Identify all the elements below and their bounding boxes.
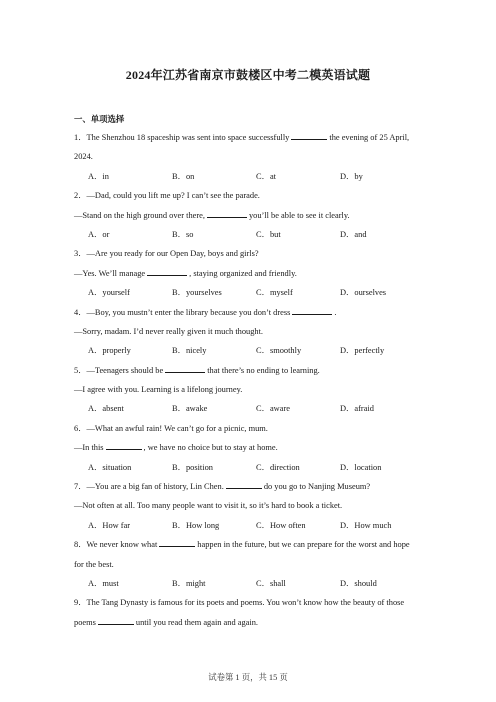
option-b[interactable]: B．How long [172, 520, 220, 530]
question-1-options [74, 167, 424, 186]
question-8-stem [74, 535, 424, 554]
option-b[interactable]: B．so [172, 229, 194, 239]
answer-blank [98, 616, 134, 625]
question-2-options [74, 225, 424, 244]
option-d[interactable]: D．by [340, 171, 363, 181]
option-b[interactable]: B．nicely [172, 346, 207, 356]
question-4-stem [74, 303, 424, 322]
answer-blank [165, 364, 205, 373]
question-5-options [74, 399, 424, 418]
stem-text: . [334, 307, 337, 317]
question-9-stem-cont [74, 613, 424, 632]
stem-text: until you read them again and again. [135, 617, 258, 627]
option-c[interactable]: C．aware [256, 404, 290, 414]
stem-text: you’ll be able to see it clearly. [248, 210, 350, 220]
option-c[interactable]: C．at [256, 171, 277, 181]
question-list [74, 128, 424, 632]
option-d[interactable]: D．should [340, 578, 377, 588]
stem-text: , staying organized and friendly. [189, 268, 297, 278]
stem-text: 1．The Shenzhou 18 spaceship was sent into space successfully [74, 133, 290, 142]
question-1-stem [74, 128, 424, 147]
question-5-reply: —I agree with you. Learning is a lifelong journey. [74, 385, 243, 395]
question-2-stem: 2．—Dad, could you lift me up? I can’t see the parade. [74, 191, 260, 201]
answer-blank [106, 441, 142, 450]
option-b[interactable]: B．position [172, 462, 213, 472]
option-a[interactable]: A．properly [88, 346, 131, 356]
question-3-stem: 3．—Are you ready for our Open Day, boys and girls? [74, 249, 259, 259]
page-title: 2024年江苏省南京市鼓楼区中考二模英语试题 [125, 68, 371, 82]
question-7-reply: —Not often at all. Too many people want to visit it, so it’s hard to book a ticket. [74, 501, 343, 511]
question-8-options [74, 574, 424, 593]
option-d[interactable]: D．How much [340, 520, 392, 530]
option-b[interactable]: B．might [172, 578, 206, 588]
stem-text: do you go to Nanjing Museum? [263, 482, 371, 492]
option-d[interactable]: D．and [340, 229, 367, 239]
option-b[interactable]: B．yourselves [172, 288, 222, 298]
question-1-stem-cont: 2024. [74, 152, 93, 162]
question-2-reply [74, 206, 424, 225]
option-c[interactable]: C．shall [256, 578, 286, 588]
answer-blank [147, 267, 187, 276]
question-5-stem [74, 361, 424, 380]
question-8-stem-cont: for the best. [74, 559, 114, 569]
option-b[interactable]: B．awake [172, 404, 208, 414]
answer-blank [159, 538, 195, 547]
option-c[interactable]: C．myself [256, 288, 293, 298]
question-6-reply [74, 438, 424, 457]
option-d[interactable]: D．ourselves [340, 288, 387, 298]
option-c[interactable]: C．direction [256, 462, 300, 472]
option-c[interactable]: C．but [256, 229, 281, 239]
option-c[interactable]: C．How often [256, 520, 306, 530]
option-a[interactable]: A．or [88, 229, 110, 239]
stem-text: , we have no choice but to stay at home. [143, 443, 278, 453]
question-6-options [74, 458, 424, 477]
page-footer: 试卷第 1 页，共 15 页 [208, 673, 288, 682]
question-7-options [74, 516, 424, 535]
option-d[interactable]: D．perfectly [340, 346, 385, 356]
stem-text: 8．We never know what [74, 540, 158, 550]
stem-text: —In this [74, 443, 104, 453]
option-a[interactable]: A．absent [88, 404, 124, 414]
option-d[interactable]: D．location [340, 462, 382, 472]
stem-text: happen in the future, but we can prepare for the worst and hope [197, 540, 410, 550]
stem-text: 5．—Teenagers should be [74, 365, 164, 375]
option-a[interactable]: A．yourself [88, 288, 130, 298]
answer-blank [207, 209, 247, 218]
stem-text: the evening of 25 April, [329, 133, 410, 142]
stem-text: —Stand on the high ground over there, [74, 210, 205, 220]
section-heading: 一、单项选择 [74, 115, 125, 124]
option-c[interactable]: C．smoothly [256, 346, 302, 356]
answer-blank [226, 480, 262, 489]
answer-blank [292, 306, 332, 315]
stem-text: poems [74, 617, 96, 627]
stem-text: that there’s no ending to learning. [207, 365, 320, 375]
option-b[interactable]: B．on [172, 171, 195, 181]
option-a[interactable]: A．situation [88, 462, 132, 472]
question-9-stem: 9．The Tang Dynasty is famous for its poets and poems. You won’t know how the beauty of those [74, 598, 405, 608]
option-a[interactable]: A．How far [88, 520, 131, 530]
question-3-options [74, 283, 424, 302]
question-4-options [74, 341, 424, 360]
stem-text: 7．—You are a big fan of history, Lin Chen. [74, 482, 224, 492]
option-a[interactable]: A．must [88, 578, 119, 588]
option-a[interactable]: A．in [88, 171, 109, 181]
option-d[interactable]: D．afraid [340, 404, 374, 414]
stem-text: 4．—Boy, you mustn’t enter the library because you don’t dress [74, 307, 291, 317]
question-3-reply [74, 264, 424, 283]
question-4-reply: —Sorry, madam. I’d never really given it much thought. [74, 326, 264, 336]
question-6-stem: 6．—What an awful rain! We can’t go for a picnic, mum. [74, 423, 268, 433]
question-7-stem [74, 477, 424, 496]
stem-text: —Yes. We’ll manage [74, 268, 146, 278]
answer-blank [291, 131, 327, 140]
